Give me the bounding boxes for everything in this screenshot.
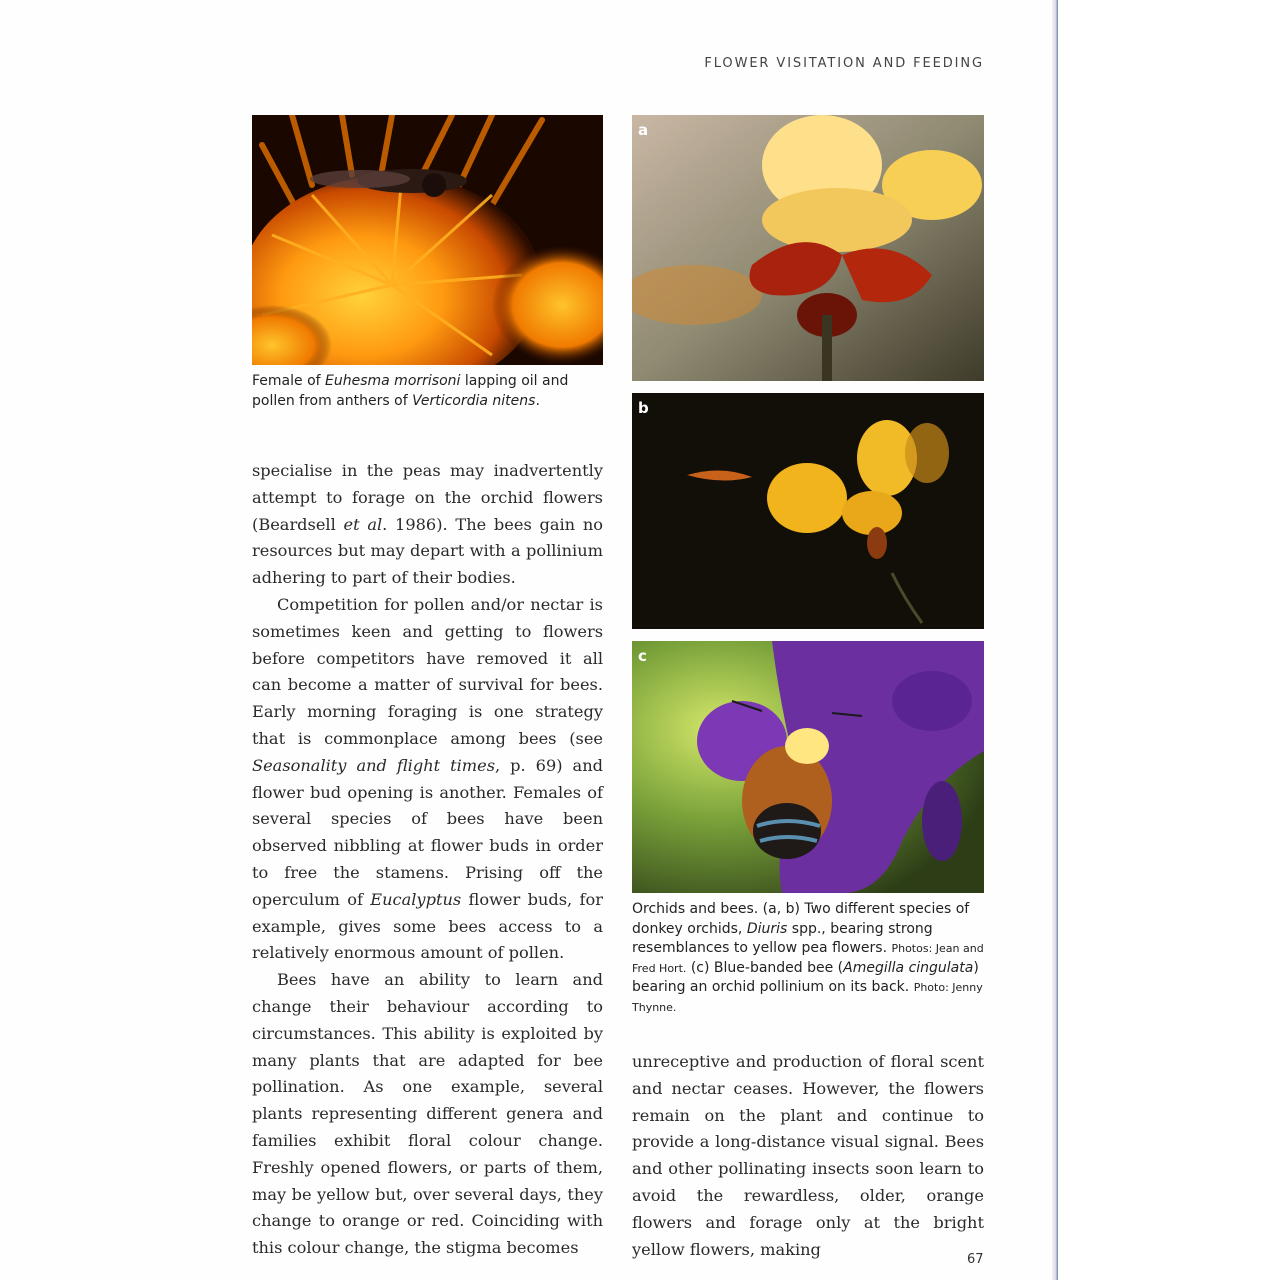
- panel-label-c: c: [638, 647, 647, 665]
- caption-right: Orchids and bees. (a, b) Two different species of donkey orchids, Diuris spp., bearing strong resemblances to yellow pea flowers. Photos: Jean and Fred Hort. (c) Blue-banded bee (Amegilla cingulata) bearing an orchid pollinium on its back. Photo: Jenny Thynne.: [632, 901, 984, 1014]
- photo-credit-c: Photo: Jenny Thynne.: [632, 981, 983, 1014]
- photo-orchid-a: [632, 115, 984, 381]
- body-text-left: [252, 458, 603, 1262]
- panel-label-b: b: [638, 399, 649, 417]
- caption-left: Female of Euhesma morrisoni lapping oil and pollen from anthers of Verticordia nitens.: [252, 373, 569, 409]
- photo-orchid-b: [632, 393, 984, 629]
- running-head: FLOWER VISITATION AND FEEDING: [704, 56, 984, 71]
- paragraph-2: Competition for pollen and/or nectar is sometimes keen and getting to flowers before competitors have removed it all can become a matter of survival for bees. Early morning foraging is one strategy that is commonplace among bees (see Seasonality and flight times, p. 69) and flower bud opening is another. Females of several species of bees have been observed nibbling at flower buds in order to free the stamens. Prising off the operculum of Eucalyptus flower buds, for example, gives some bees access to a relatively enormous amount of pollen.: [252, 594, 603, 963]
- photo-credit-ab: Photos: Jean and Fred Hort.: [632, 942, 984, 975]
- paragraph-3: Bees have an ability to learn and change their behaviour according to circumstances. This ability is exploited by many plants that are adapted for bee pollination. As one example, several plants representing different genera and families exhibit floral colour change. Freshly opened flowers, or parts of them, may be yellow but, over several days, they change to orange or red. Coinciding with this colour change, the stigma becomes: [252, 970, 603, 1258]
- paragraph-1: specialise in the peas may inadvertently attempt to forage on the orchid flowers (Beardsell et al. 1986). The bees gain no resources but may depart with a pollinium adhering to part of their bodies.: [252, 461, 603, 588]
- photo-verticordia-bee: [252, 115, 603, 365]
- page-number: 67: [967, 1252, 984, 1267]
- paragraph-continued: unreceptive and production of floral scent and nectar ceases. However, the flowers remain on the plant and continue to provide a long-distance visual signal. Bees and other pollinating insects soon learn to avoid the rewardless, older, orange flowers and forage only at the bright yellow flowers, making: [632, 1052, 984, 1259]
- body-text-right: [632, 1049, 984, 1263]
- background-margin: [1058, 0, 1280, 1280]
- photo-blue-banded-bee: [632, 641, 984, 893]
- panel-label-a: a: [638, 121, 649, 139]
